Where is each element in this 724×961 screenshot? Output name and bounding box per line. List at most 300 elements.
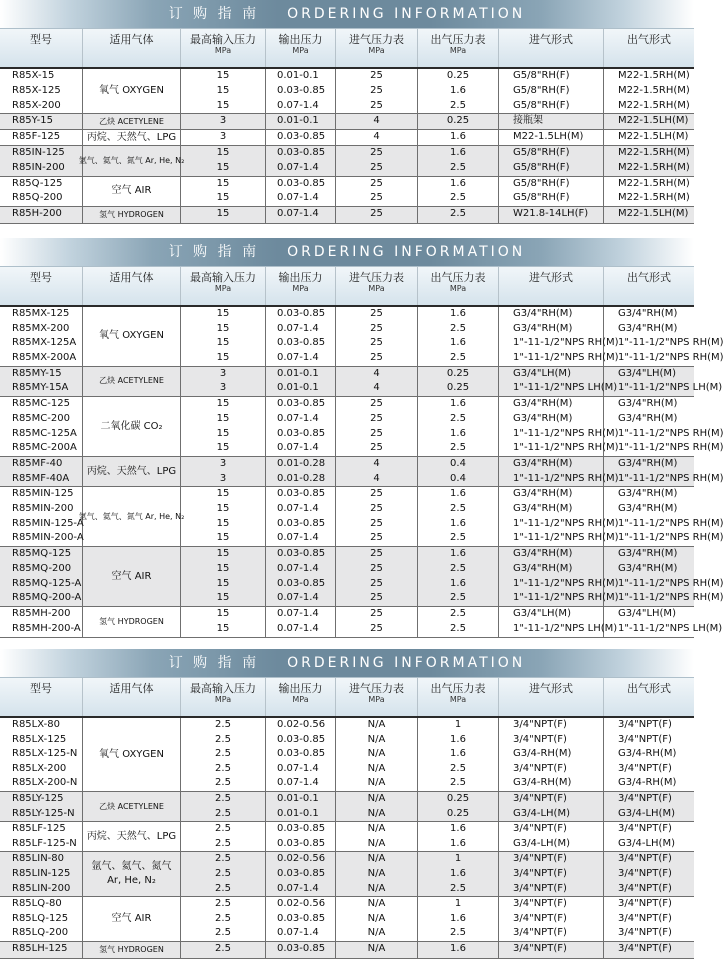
gas-name: 二氧化碳 CO₂	[100, 420, 163, 432]
outlet-form-cell: M22-1.5RH(M)	[618, 177, 690, 189]
model-cell: R85X-200	[12, 99, 61, 111]
outlet-form-cell: M22-1.5RH(M)	[618, 84, 690, 96]
gas-name: 氧气 OXYGEN	[99, 748, 164, 760]
outlet-form-cell: 1"-11-1/2"NPS RH(M)	[618, 472, 724, 484]
model-cell: R85IN-125	[12, 146, 65, 158]
inlet-gauge-cell: 4	[373, 457, 380, 469]
header-outlet-form-label: 出气形式	[627, 682, 671, 695]
inlet-form-column	[499, 367, 618, 396]
header-inlet-gauge-unit: MPa	[368, 695, 385, 704]
gas-name: 丙烷、天然气、LPG	[86, 131, 177, 143]
header-outlet-gauge-unit: MPa	[449, 284, 467, 293]
header-model-label: 型号	[30, 33, 52, 46]
inlet-form-cell: 1"-11-1/2"NPS RH(M)	[513, 427, 619, 439]
inlet-gauge-cell: 25	[370, 99, 383, 111]
outlet-gauge-cell: 0.25	[446, 382, 470, 394]
gas-label	[99, 748, 164, 762]
inlet-form-column	[499, 130, 604, 145]
outlet-gauge-cell: 1.6	[450, 146, 466, 158]
inlet-form-cell: 1"-11-1/2"NPS LH(M)	[513, 622, 618, 634]
inlet-form-cell: 1"-11-1/2"NPS RH(M)	[513, 337, 619, 349]
outlet-pressure-cell: 0.01-0.1	[277, 115, 319, 127]
outlet-gauge-column	[418, 547, 499, 606]
inlet-gauge-cell: 25	[370, 161, 383, 173]
max-inlet-cell: 3	[219, 131, 227, 143]
outlet-form-column	[604, 114, 694, 129]
inlet-form-column	[499, 69, 604, 113]
inlet-gauge-column	[336, 852, 418, 896]
inlet-gauge-cell: 25	[370, 442, 383, 454]
model-cell: R85MX-200	[12, 322, 70, 334]
gas-name: 氩气、氦气、氮气 Ar, He, N₂	[78, 155, 185, 165]
gas-label	[99, 208, 164, 222]
outlet-pressure-cell: 0.07-1.4	[277, 762, 319, 774]
outlet-pressure-cell: 0.01-0.28	[277, 472, 326, 484]
max-inlet-column	[181, 397, 266, 456]
header-max-inlet	[181, 29, 266, 67]
inlet-gauge-cell: N/A	[367, 719, 386, 730]
inlet-gauge-cell: 25	[370, 352, 383, 364]
inlet-gauge-cell: N/A	[367, 762, 386, 774]
inlet-gauge-cell: N/A	[367, 748, 386, 760]
model-cell: R85MIN-200-A	[12, 532, 84, 544]
inlet-form-cell: 3/4"NPT(F)	[513, 793, 567, 804]
inlet-form-column	[499, 897, 604, 941]
inlet-form-column	[499, 718, 604, 791]
outlet-form-cell: M22-1.5RH(M)	[618, 70, 690, 81]
gas-label	[112, 912, 152, 926]
model-column	[0, 177, 83, 207]
outlet-gauge-column	[418, 607, 499, 637]
model-cell: R85MF-40A	[12, 472, 70, 484]
outlet-gauge-cell: 0.25	[446, 793, 470, 804]
outlet-pressure-cell: 0.02-0.56	[277, 898, 326, 910]
header-max-inlet-unit: MPa	[214, 695, 232, 704]
outlet-form-cell: 3/4"NPT(F)	[618, 793, 672, 804]
inlet-form-cell: G3/4"RH(M)	[513, 548, 573, 560]
model-cell: R85LIN-125	[12, 867, 71, 879]
gas-label	[92, 860, 172, 888]
inlet-gauge-column	[336, 397, 418, 456]
outlet-pressure-column	[266, 146, 336, 176]
header-outlet-form-label: 出气形式	[627, 33, 671, 46]
max-inlet-cell: 2.5	[215, 912, 231, 924]
inlet-gauge-cell: 25	[370, 622, 383, 634]
model-cell: R85LY-125	[12, 793, 64, 804]
inlet-gauge-column	[336, 897, 418, 941]
max-inlet-cell: 15	[216, 192, 230, 204]
inlet-gauge-cell: 25	[370, 70, 383, 81]
inlet-gauge-column	[336, 792, 418, 821]
model-cell: R85Y-15	[12, 115, 53, 127]
outlet-form-column	[604, 307, 724, 366]
gas-label	[87, 465, 176, 479]
outlet-gauge-cell: 2.5	[450, 777, 466, 789]
gas-label	[112, 570, 152, 584]
inlet-gauge-cell: N/A	[367, 823, 386, 835]
model-column	[0, 792, 83, 821]
outlet-pressure-cell: 0.03-0.85	[277, 308, 326, 319]
outlet-gauge-cell: 1	[454, 719, 462, 730]
gas-section	[0, 307, 724, 367]
header-gas-label: 适用气体	[109, 271, 154, 284]
max-inlet-cell: 15	[216, 592, 230, 604]
gas-name: 氢气 HYDROGEN	[99, 210, 164, 220]
gas-name: 空气 AIR	[111, 185, 152, 197]
model-column	[0, 487, 83, 546]
outlet-form-cell: G3/4"RH(M)	[618, 488, 678, 500]
outlet-form-cell: G3/4-RH(M)	[618, 748, 677, 760]
gas-label	[100, 420, 162, 434]
inlet-gauge-column	[336, 207, 418, 223]
header-model	[0, 267, 83, 305]
inlet-form-cell: G3/4"RH(M)	[513, 398, 573, 410]
inlet-gauge-cell: 25	[370, 177, 383, 189]
model-cell: R85LX-200-N	[12, 777, 78, 789]
header-max-inlet-label: 最高输入压力	[190, 682, 256, 695]
max-inlet-cell: 15	[216, 177, 230, 189]
gas-label	[79, 510, 185, 524]
model-cell: R85MIN-200	[12, 503, 74, 515]
outlet-pressure-column	[266, 397, 336, 456]
max-inlet-column	[181, 852, 266, 896]
title-chinese: 订 购 指 南	[168, 655, 260, 671]
outlet-form-column	[604, 130, 694, 145]
inlet-form-cell: 3/4"NPT(F)	[513, 719, 567, 730]
model-cell: R85LX-125	[12, 733, 67, 745]
max-inlet-column	[181, 822, 266, 851]
gas-name: 氧气 OXYGEN	[99, 330, 164, 342]
model-cell: R85MQ-125-A	[12, 577, 82, 589]
gas-section	[0, 177, 694, 208]
outlet-pressure-cell: 0.01-0.1	[277, 807, 319, 819]
outlet-form-column	[604, 177, 694, 207]
model-column	[0, 897, 83, 941]
header-gas-label: 适用气体	[109, 682, 154, 695]
inlet-gauge-cell: 25	[370, 592, 383, 604]
inlet-gauge-cell: 25	[370, 308, 383, 319]
outlet-pressure-cell: 0.01-0.1	[277, 367, 319, 379]
gas-label	[99, 84, 164, 98]
inlet-form-cell: G5/8"RH(F)	[513, 161, 570, 173]
outlet-form-cell: G3/4"RH(M)	[618, 562, 678, 574]
max-inlet-cell: 2.5	[215, 882, 231, 894]
outlet-pressure-cell: 0.07-1.4	[277, 532, 319, 544]
outlet-form-cell: 3/4"NPT(F)	[618, 942, 672, 954]
outlet-form-cell: 1"-11-1/2"NPS RH(M)	[618, 577, 724, 589]
gas-section	[0, 718, 694, 792]
inlet-gauge-cell: N/A	[367, 837, 386, 849]
gas-name: 乙炔 ACETYLENE	[99, 116, 164, 126]
gas-section	[0, 897, 694, 942]
header-inlet-gauge-label: 进气压力表	[349, 271, 404, 284]
outlet-form-column	[604, 718, 694, 791]
outlet-form-cell: 3/4"NPT(F)	[618, 927, 672, 939]
inlet-gauge-cell: N/A	[367, 882, 386, 894]
inlet-form-cell: 3/4"NPT(F)	[513, 853, 567, 865]
model-column	[0, 822, 83, 851]
header-outlet-gauge-unit: MPa	[449, 46, 467, 55]
table-header	[0, 677, 694, 718]
header-max-inlet	[181, 267, 266, 305]
inlet-form-cell: 1"-11-1/2"NPS RH(M)	[513, 352, 619, 364]
max-inlet-cell: 15	[216, 146, 230, 158]
header-outlet-gauge-label: 出气压力表	[430, 33, 486, 46]
max-inlet-cell: 2.5	[215, 719, 231, 730]
outlet-gauge-column	[418, 897, 499, 941]
header-outlet-pressure-label: 输出压力	[278, 271, 323, 284]
inlet-gauge-column	[336, 130, 418, 145]
outlet-pressure-cell: 0.01-0.1	[277, 70, 319, 81]
inlet-form-cell: 1"-11-1/2"NPS RH(M)	[513, 592, 619, 604]
inlet-form-cell: G3/4-LH(M)	[513, 837, 570, 849]
outlet-pressure-cell: 0.07-1.4	[277, 592, 319, 604]
outlet-form-column	[604, 397, 724, 456]
inlet-gauge-column	[336, 547, 418, 606]
model-cell: R85MIN-125	[12, 488, 74, 500]
outlet-form-column	[604, 897, 694, 941]
max-inlet-cell: 3	[219, 382, 227, 394]
inlet-gauge-cell: N/A	[367, 807, 386, 819]
outlet-form-cell: 3/4"NPT(F)	[618, 867, 672, 879]
gas-section	[0, 114, 694, 130]
inlet-gauge-column	[336, 822, 418, 851]
outlet-form-cell: M22-1.5RH(M)	[618, 161, 690, 173]
outlet-gauge-cell: 2.5	[450, 562, 466, 574]
max-inlet-column	[181, 547, 266, 606]
inlet-form-column	[499, 177, 604, 207]
gas-name: 丙烷、天然气、LPG	[86, 830, 177, 842]
outlet-form-cell: 1"-11-1/2"NPS RH(M)	[618, 517, 724, 529]
outlet-gauge-cell: 2.5	[450, 322, 466, 334]
header-outlet-gauge	[418, 678, 499, 716]
gas-name: 氩气、氦气、氮气 Ar, He, N₂	[78, 511, 185, 521]
inlet-gauge-cell: 4	[373, 382, 380, 394]
outlet-pressure-column	[266, 207, 336, 223]
inlet-gauge-cell: 25	[370, 146, 383, 158]
outlet-gauge-cell: 2.5	[450, 208, 466, 220]
max-inlet-cell: 2.5	[215, 853, 231, 865]
model-column	[0, 69, 83, 113]
title-english: ORDERING INFORMATION	[287, 244, 526, 260]
header-gas	[83, 29, 181, 67]
outlet-form-column	[604, 547, 724, 606]
header-inlet-gauge-unit: MPa	[368, 284, 385, 293]
inlet-form-column	[499, 114, 604, 129]
gas-label	[99, 615, 164, 629]
max-inlet-column	[181, 607, 266, 637]
inlet-form-cell: G3/4"RH(M)	[513, 488, 573, 500]
gas-section	[0, 792, 694, 822]
model-cell: R85MC-125A	[12, 427, 77, 439]
inlet-gauge-cell: 25	[370, 548, 383, 560]
outlet-form-cell: G3/4-RH(M)	[618, 777, 677, 789]
gas-cell	[83, 607, 181, 637]
outlet-pressure-cell: 0.07-1.4	[277, 442, 319, 454]
inlet-gauge-cell: 4	[373, 472, 380, 484]
header-outlet-pressure-unit: MPa	[292, 284, 309, 293]
header-model-label: 型号	[30, 682, 52, 695]
outlet-pressure-cell: 0.07-1.4	[277, 607, 319, 619]
header-outlet-form-label: 出气形式	[627, 271, 671, 284]
outlet-pressure-cell: 0.07-1.4	[277, 412, 319, 424]
outlet-pressure-cell: 0.01-0.28	[277, 457, 326, 469]
inlet-form-cell: 3/4"NPT(F)	[513, 823, 567, 835]
outlet-pressure-cell: 0.07-1.4	[277, 352, 319, 364]
outlet-gauge-column	[418, 718, 499, 791]
gas-section	[0, 822, 694, 852]
header-inlet-form	[499, 29, 604, 67]
outlet-pressure-column	[266, 547, 336, 606]
outlet-pressure-column	[266, 487, 336, 546]
inlet-form-cell: 3/4"NPT(F)	[513, 912, 567, 924]
gas-section	[0, 942, 694, 958]
max-inlet-cell: 2.5	[215, 867, 231, 879]
outlet-form-cell: 3/4"NPT(F)	[618, 882, 672, 894]
table-body	[0, 69, 694, 224]
outlet-form-cell: G3/4"RH(M)	[618, 308, 678, 319]
outlet-pressure-column	[266, 897, 336, 941]
inlet-form-cell: 1"-11-1/2"NPS RH(M)	[513, 577, 619, 589]
outlet-form-column	[604, 607, 723, 637]
inlet-gauge-cell: N/A	[367, 733, 386, 745]
outlet-gauge-column	[418, 69, 499, 113]
outlet-pressure-cell: 0.03-0.85	[277, 733, 326, 745]
model-cell: R85LX-125-N	[12, 748, 78, 760]
gas-label	[99, 943, 164, 957]
model-cell: R85MX-125	[12, 308, 70, 319]
model-cell: R85MC-125	[12, 398, 70, 410]
header-inlet-gauge	[336, 678, 418, 716]
outlet-form-cell: M22-1.5RH(M)	[618, 99, 690, 111]
gas-section	[0, 397, 724, 457]
outlet-gauge-cell: 2.5	[450, 352, 466, 364]
model-cell: R85LX-80	[12, 719, 60, 730]
max-inlet-cell: 2.5	[215, 898, 231, 910]
inlet-form-column	[499, 607, 618, 637]
outlet-pressure-cell: 0.03-0.85	[277, 867, 326, 879]
inlet-gauge-cell: 25	[370, 192, 383, 204]
gas-cell	[83, 114, 181, 129]
header-outlet-form	[604, 267, 694, 305]
outlet-pressure-cell: 0.07-1.4	[277, 882, 319, 894]
max-inlet-cell: 2.5	[215, 927, 231, 939]
header-outlet-form	[604, 678, 694, 716]
outlet-pressure-cell: 0.07-1.4	[277, 562, 319, 574]
outlet-form-column	[604, 942, 694, 958]
outlet-pressure-cell: 0.07-1.4	[277, 192, 319, 204]
ordering-table-3	[0, 649, 694, 959]
header-max-inlet-label: 最高输入压力	[190, 33, 256, 46]
outlet-gauge-cell: 1.6	[450, 733, 466, 745]
outlet-form-cell: 1"-11-1/2"NPS LH(M)	[618, 382, 723, 394]
gas-section	[0, 457, 724, 487]
inlet-form-cell: W21.8-14LH(F)	[513, 208, 589, 220]
gas-section	[0, 367, 723, 397]
outlet-form-cell: 3/4"NPT(F)	[618, 762, 672, 774]
max-inlet-cell: 3	[219, 367, 227, 379]
outlet-gauge-column	[418, 207, 499, 223]
inlet-gauge-cell: N/A	[367, 912, 386, 924]
inlet-gauge-column	[336, 487, 418, 546]
outlet-gauge-cell: 0.4	[450, 457, 466, 469]
inlet-gauge-cell: 25	[370, 208, 383, 220]
table-header	[0, 28, 694, 69]
header-outlet-gauge-label: 出气压力表	[430, 271, 486, 284]
gas-cell	[78, 487, 185, 546]
outlet-form-cell: 1"-11-1/2"NPS LH(M)	[618, 622, 723, 634]
inlet-form-cell: G3/4-RH(M)	[513, 748, 572, 760]
max-inlet-cell: 2.5	[215, 807, 231, 819]
gas-section	[0, 607, 723, 637]
max-inlet-cell: 2.5	[215, 837, 231, 849]
outlet-form-cell: G3/4-LH(M)	[618, 807, 675, 819]
inlet-form-cell: 3/4"NPT(F)	[513, 882, 567, 894]
max-inlet-cell: 15	[216, 442, 230, 454]
outlet-pressure-column	[266, 852, 336, 896]
outlet-form-cell: M22-1.5LH(M)	[618, 208, 689, 220]
model-cell: R85X-125	[12, 84, 61, 96]
model-cell: R85MH-200-A	[12, 622, 81, 634]
outlet-gauge-cell: 2.5	[450, 927, 466, 939]
outlet-gauge-column	[418, 114, 499, 129]
max-inlet-cell: 15	[216, 548, 230, 560]
max-inlet-cell: 2.5	[215, 793, 231, 804]
header-max-inlet-unit: MPa	[214, 46, 232, 55]
model-cell: R85MIN-125-A	[12, 517, 84, 529]
model-column	[0, 397, 83, 456]
max-inlet-column	[181, 487, 266, 546]
gas-label	[87, 830, 176, 844]
gas-cell	[83, 207, 181, 223]
model-column	[0, 942, 83, 958]
model-cell: R85MQ-200-A	[12, 592, 82, 604]
outlet-gauge-column	[418, 397, 499, 456]
outlet-gauge-cell: 1.6	[450, 837, 466, 849]
model-cell: R85LH-125	[12, 942, 68, 954]
inlet-form-column	[499, 146, 604, 176]
gas-section	[0, 852, 694, 897]
max-inlet-cell: 2.5	[215, 748, 231, 760]
max-inlet-cell: 15	[216, 84, 230, 96]
outlet-form-column	[604, 822, 694, 851]
outlet-form-cell: 1"-11-1/2"NPS RH(M)	[618, 352, 724, 364]
gas-name: 空气 AIR	[111, 570, 152, 582]
max-inlet-cell: 15	[216, 488, 230, 500]
inlet-gauge-column	[336, 146, 418, 176]
outlet-form-cell: 3/4"NPT(F)	[618, 853, 672, 865]
model-cell: R85F-125	[12, 131, 61, 143]
header-outlet-pressure	[266, 29, 336, 67]
outlet-pressure-column	[266, 942, 336, 958]
inlet-form-cell: 3/4"NPT(F)	[513, 762, 567, 774]
inlet-form-column	[499, 822, 604, 851]
table-body	[0, 307, 724, 638]
outlet-pressure-column	[266, 69, 336, 113]
outlet-pressure-column	[266, 307, 336, 366]
header-outlet-gauge	[418, 29, 499, 67]
inlet-gauge-cell: N/A	[367, 853, 386, 865]
inlet-form-column	[499, 487, 619, 546]
outlet-gauge-cell: 1.6	[450, 942, 466, 954]
outlet-form-cell: 3/4"NPT(F)	[618, 898, 672, 910]
inlet-gauge-cell: N/A	[367, 777, 386, 789]
outlet-form-cell: 1"-11-1/2"NPS RH(M)	[618, 442, 724, 454]
outlet-form-cell: G3/4"LH(M)	[618, 607, 676, 619]
header-outlet-pressure-unit: MPa	[292, 695, 309, 704]
outlet-gauge-cell: 1.6	[450, 577, 466, 589]
outlet-gauge-cell: 2.5	[450, 607, 466, 619]
